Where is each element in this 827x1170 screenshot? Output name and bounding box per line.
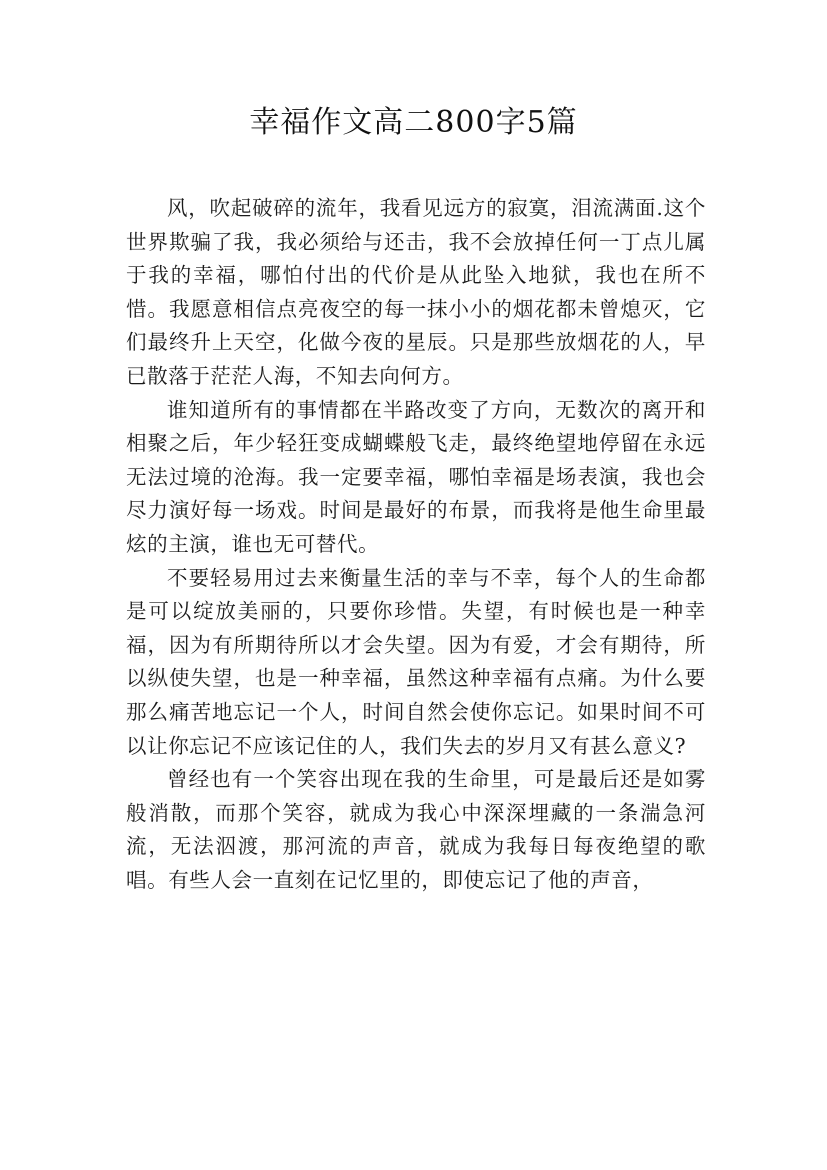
document-title: 幸福作文高二800字5篇 xyxy=(249,105,578,140)
paragraph: 不要轻易用过去来衡量生活的幸与不幸，每个人的生命都是可以绽放美丽的，只要你珍惜。失望，有时候也是一种幸福，因为有所期待所以才会失望。因为有爱，才会有期待，所以纵使失望，也是一种幸福，虽然这种幸福有点痛。为什么要那么痛苦地忘记一个人，时间自然会使你忘记。如果时间不可以让你忘记不应该记住的人，我们失去的岁月又有甚么意义? xyxy=(126,565,706,758)
paragraph: 谁知道所有的事情都在半路改变了方向，无数次的离开和相聚之后，年少轻狂变成蝴蝶般飞走，最终绝望地停留在永远无法过境的沧海。我一定要幸福，哪怕幸福是场表演，我也会尽力演好每一场戏。时间是最好的布景，而我将是他生命里最炫的主演，谁也无可替代。 xyxy=(126,397,706,556)
paragraph: 风，吹起破碎的流年，我看见远方的寂寞，泪流满面.这个世界欺骗了我，我必须给与还击，我不会放掉任何一丁点儿属于我的幸福，哪怕付出的代价是从此坠入地狱，我也在所不惜。我愿意相信点亮夜空的每一抹小小的烟花都未曾熄灭，它们最终升上天空，化做今夜的星辰。只是那些放烟花的人，早已散落于茫茫人海，不知去向何方。 xyxy=(126,196,706,388)
document-body xyxy=(126,192,706,897)
paragraph: 曾经也有一个笑容出现在我的生命里，可是最后还是如雾般消散，而那个笑容，就成为我心中深深埋藏的一条湍急河流，无法泅渡，那河流的声音，就成为我每日每夜绝望的歌唱。有些人会一直刻在记忆里的，即使忘记了他的声音， xyxy=(126,767,706,892)
